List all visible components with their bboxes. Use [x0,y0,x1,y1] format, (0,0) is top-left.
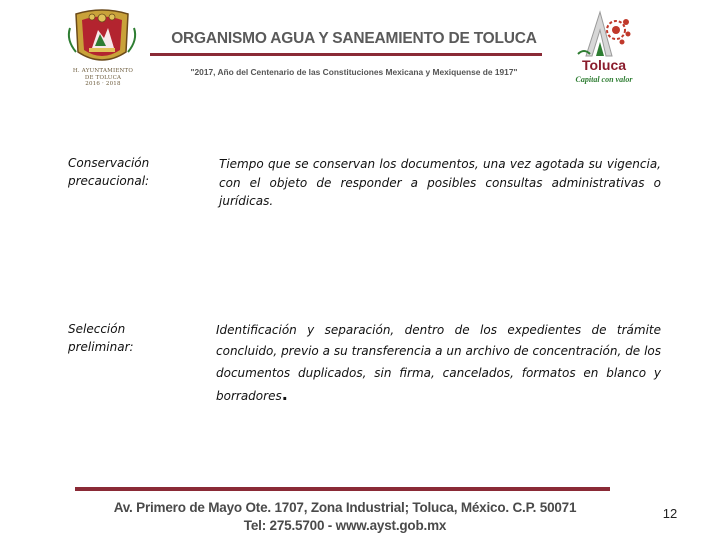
term-line: Selección [68,322,126,336]
motto: "2017, Año del Centenario de las Constituciones Mexicana y Mexiquense de 1917" [190,67,518,77]
term-seleccion-preliminar [68,320,198,356]
term-line: preliminar: [68,340,134,354]
footer-divider [75,487,610,491]
organization-title: ORGANISMO AGUA Y SANEAMIENTO DE TOLUCA [171,30,537,47]
definition-end-period: . [281,384,288,404]
footer-contact: Tel: 275.5700 - www.ayst.gob.mx [243,518,447,533]
toluca-tagline: Capital con valor [575,75,633,84]
page-number: 12 [662,506,678,521]
crest-caption-line: 2016 · 2018 [85,81,121,87]
header-divider [150,53,542,56]
definition-conservacion-precaucional: Tiempo que se conservan los documentos, una vez agotada su vigencia, con el objeto de responder a posibles consultas administrativas o jurídicas. [219,157,661,208]
crest-caption-line: DE TOLUCA [84,74,122,81]
term-line: Conservación [68,156,150,170]
crest-caption-line: H. AYUNTAMIENTO [72,68,134,74]
definition-text: Identificación y separación, dentro de los expedientes de trámite concluido, previo a su transferencia a un archivo de concentración, de los documentos duplicados, sin firma, cancelados, formatos en blanco y borradores [216,323,661,403]
footer-address: Av. Primero de Mayo Ote. 1707, Zona Industrial; Toluca, México. C.P. 50071 [113,500,577,515]
crest-caption [62,68,144,88]
toluca-wordmark: Toluca [581,57,627,73]
term-conservacion-precaucional [68,154,198,190]
term-line: precaucional: [68,174,150,188]
definition-seleccion-preliminar [216,320,661,407]
